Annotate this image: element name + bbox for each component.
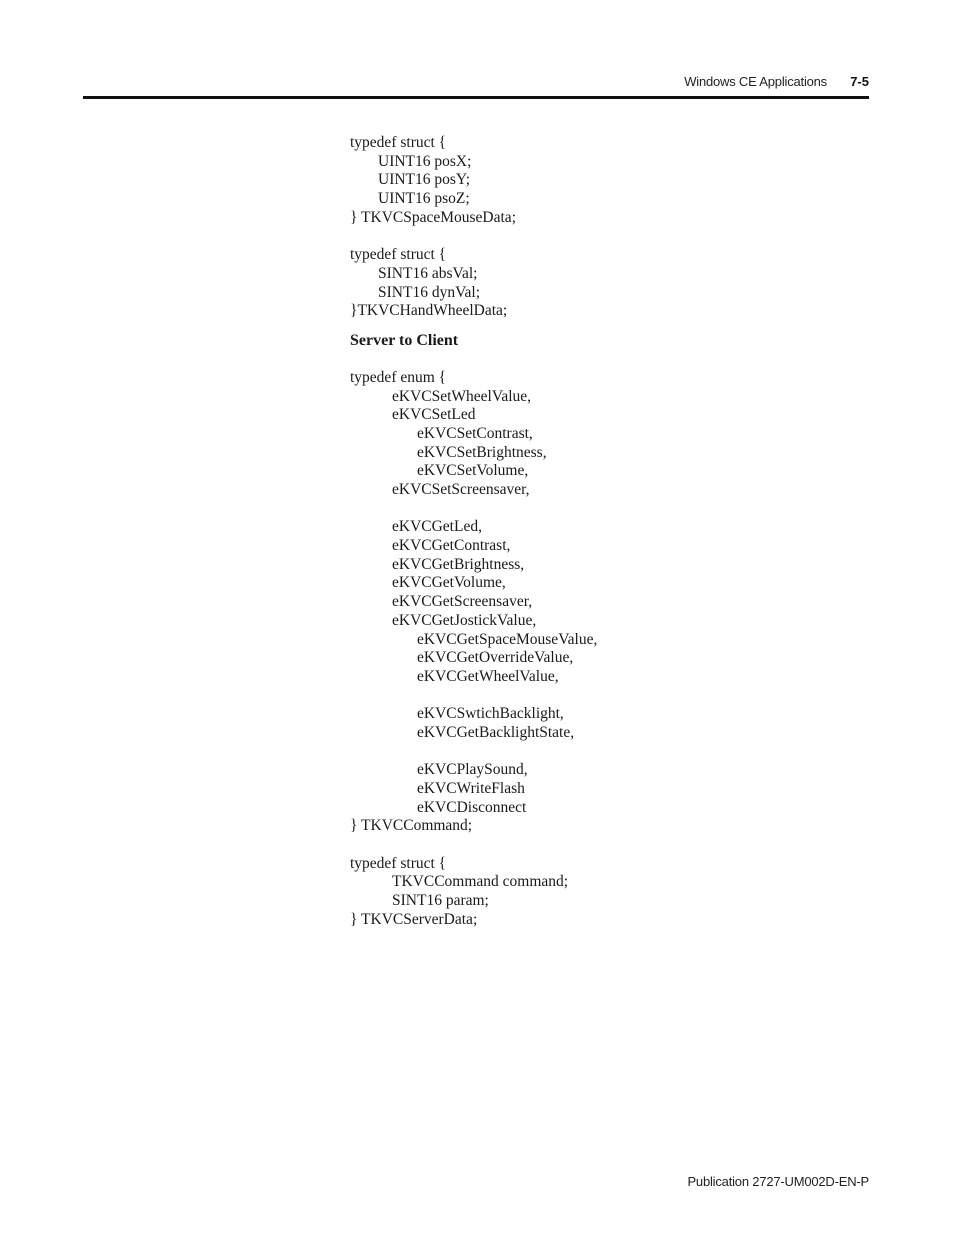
code-line: eKVCGetBacklightState,	[417, 723, 575, 741]
code-line: SINT16 absVal;	[378, 264, 478, 282]
page-header	[0, 72, 954, 92]
code-line: eKVCSetScreensaver,	[392, 481, 530, 498]
code-line: typedef struct {	[350, 854, 447, 872]
code-line: eKVCGetVolume,	[392, 574, 506, 592]
running-header-title: Windows CE Applications	[684, 74, 827, 89]
code-line: eKVCSetVolume,	[417, 462, 529, 480]
code-line: typedef struct {	[350, 246, 447, 264]
code-line: UINT16 posY;	[378, 171, 471, 189]
code-line: TKVCCommand command;	[392, 873, 569, 891]
code-line: eKVCDisconnect	[417, 798, 527, 816]
code-line: eKVCGetWheelValue,	[417, 667, 559, 685]
hand-wheel-struct-block	[350, 246, 850, 321]
command-enum-block	[350, 369, 850, 836]
code-line: eKVCPlaySound,	[417, 761, 528, 779]
code-line: } TKVCCommand;	[350, 817, 473, 835]
code-line: UINT16 posX;	[378, 152, 472, 170]
code-line: eKVCGetScreensaver,	[392, 593, 533, 611]
server-data-struct-block	[350, 855, 850, 930]
code-line: eKVCSetContrast,	[417, 424, 533, 442]
code-line: typedef struct {	[350, 134, 447, 151]
code-line: eKVCSetBrightness,	[417, 443, 547, 461]
code-line: } TKVCServerData;	[350, 910, 478, 928]
code-line: UINT16 psoZ;	[378, 190, 470, 208]
blank-line	[350, 687, 850, 706]
space-mouse-struct-block	[350, 134, 850, 227]
blank-line	[350, 500, 850, 519]
code-line: eKVCSetWheelValue,	[392, 387, 532, 405]
section-heading: Server to Client	[350, 331, 459, 349]
code-line: } TKVCSpaceMouseData;	[350, 208, 516, 226]
code-line: typedef enum {	[350, 368, 447, 386]
blank-line	[350, 227, 850, 246]
code-line: eKVCGetSpaceMouseValue,	[417, 630, 598, 648]
code-line: eKVCGetOverrideValue,	[417, 649, 574, 667]
code-line: eKVCSetLed	[392, 406, 476, 424]
header-rule	[83, 96, 869, 99]
document-body	[350, 134, 850, 930]
code-line: eKVCGetBrightness,	[392, 555, 525, 573]
blank-line	[350, 743, 850, 762]
blank-line	[350, 836, 850, 855]
code-line: eKVCGetLed,	[392, 518, 482, 536]
code-line: eKVCSwtichBacklight,	[417, 705, 564, 723]
code-line: SINT16 dynVal;	[378, 283, 481, 301]
code-line: eKVCGetContrast,	[392, 537, 511, 555]
code-line: eKVCWriteFlash	[417, 780, 525, 797]
publication-footer: Publication 2727-UM002D-EN-P	[687, 1174, 869, 1189]
code-line: }TKVCHandWheelData;	[350, 302, 508, 320]
page-number: 7-5	[850, 74, 869, 89]
code-line: eKVCGetJostickValue,	[392, 611, 537, 629]
code-line: SINT16 param;	[392, 892, 489, 910]
